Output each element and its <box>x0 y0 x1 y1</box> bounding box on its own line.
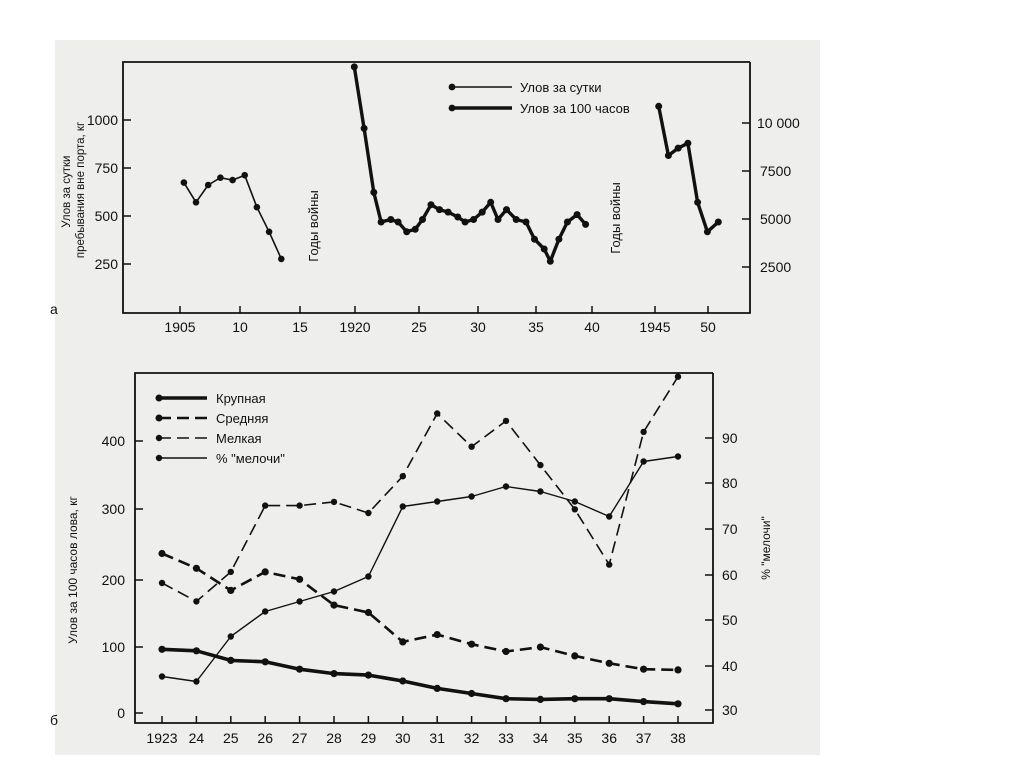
chart-a-x-ticks <box>180 306 708 313</box>
chart-a-left-ticks <box>123 120 131 264</box>
chart-b-xtick-38: 38 <box>670 730 686 746</box>
chart-a-point-1-6 <box>403 228 410 235</box>
chart-b-ytick-right-90: 90 <box>722 430 738 446</box>
chart-b-point-1-2 <box>227 587 234 594</box>
chart-b-point-0-2 <box>227 657 234 664</box>
chart-b-point-1-7 <box>399 638 406 645</box>
chart-a-point-1-4 <box>387 216 394 223</box>
chart-b-legend-label-percent: % "мелочи" <box>216 451 285 466</box>
chart-b-point-3-3 <box>262 608 268 614</box>
chart-a-xtick-50: 50 <box>700 319 716 335</box>
chart-a-point-1-9 <box>428 201 435 208</box>
chart-b-point-2-12 <box>572 506 578 512</box>
chart-b-point-1-9 <box>468 641 475 648</box>
chart-b-point-1-15 <box>674 666 681 673</box>
chart-a-point-1-11 <box>445 209 452 216</box>
chart-a-ylabel-line1: Улов за сутки <box>61 155 73 228</box>
chart-a-point-1-20 <box>523 219 530 226</box>
chart-b-line-3 <box>162 457 678 682</box>
chart-b-panel-label: б <box>50 712 59 728</box>
chart-b-ytick-right-60: 60 <box>722 567 738 583</box>
chart-a-point-2-6 <box>715 219 722 226</box>
chart-b-xtick-34: 34 <box>532 730 549 746</box>
chart-b-point-2-2 <box>228 569 234 575</box>
chart-b-ylabel-left: Улов за 100 часов лова, кг <box>66 496 80 644</box>
chart-a-point-2-1 <box>665 152 672 159</box>
chart-a-point-1-10 <box>436 206 443 213</box>
chart-a-point-0-8 <box>278 256 285 263</box>
chart-a-legend-label-100h: Улов за 100 часов <box>520 101 630 116</box>
chart-b-legend-dot-small <box>156 435 162 441</box>
chart-b-point-2-0 <box>159 580 165 586</box>
chart-a-ytick-left-750: 750 <box>94 160 118 176</box>
chart-b-point-1-12 <box>571 652 578 659</box>
chart-b-ytick-left-100: 100 <box>101 639 125 655</box>
chart-a-point-1-26 <box>574 211 581 218</box>
chart-b-legend-dot-percent <box>156 455 162 461</box>
chart-b-point-2-8 <box>434 410 440 416</box>
chart-b-ytick-right-70: 70 <box>722 521 738 537</box>
chart-b-ytick-right-30: 30 <box>722 702 738 718</box>
chart-a-ytick-right-7500: 7500 <box>760 163 792 179</box>
chart-a-point-1-19 <box>513 216 520 223</box>
chart-b-point-2-11 <box>537 462 543 468</box>
chart-b-point-0-15 <box>674 700 681 707</box>
chart-b-legend-dot-medium <box>156 415 163 422</box>
chart-b-xtick-26: 26 <box>257 730 273 746</box>
chart-a-war-label-2: Годы войны <box>608 182 623 254</box>
chart-a-point-2-0 <box>655 103 662 110</box>
chart-b-xtick-30: 30 <box>395 730 411 746</box>
chart-b-point-0-8 <box>434 685 441 692</box>
chart-b-point-1-8 <box>434 631 441 638</box>
chart-b-point-3-7 <box>400 503 406 509</box>
chart-a-point-2-2 <box>675 145 682 152</box>
chart-b-x-labels <box>146 730 686 746</box>
chart-a-legend-label-daily: Улов за сутки <box>520 80 602 95</box>
chart-a-point-1-27 <box>582 221 589 228</box>
chart-b-point-3-12 <box>572 498 578 504</box>
chart-b-ytick-left-200: 200 <box>101 572 125 588</box>
chart-b-point-0-7 <box>399 677 406 684</box>
chart-b-xtick-25: 25 <box>223 730 239 746</box>
chart-b-ytick-right-50: 50 <box>722 612 738 628</box>
chart-b-ytick-right-40: 40 <box>722 658 738 674</box>
chart-a-ytick-right-5000: 5000 <box>760 211 792 227</box>
chart-b-xtick-1923: 1923 <box>146 730 178 746</box>
chart-a-xtick-1905: 1905 <box>164 319 196 335</box>
chart-b-point-2-5 <box>331 499 337 505</box>
chart-b-point-1-13 <box>606 660 613 667</box>
chart-b-xtick-29: 29 <box>360 730 377 746</box>
chart-b-point-3-14 <box>640 458 646 464</box>
chart-a-xtick-15: 15 <box>292 319 308 335</box>
chart-b-point-0-11 <box>537 696 544 703</box>
chart-a-panel-label: а <box>50 301 58 317</box>
chart-a-xtick-25: 25 <box>411 319 427 335</box>
chart-a-point-1-5 <box>395 219 402 226</box>
chart-b-point-0-13 <box>606 695 613 702</box>
chart-a-point-1-15 <box>479 209 486 216</box>
chart-a-point-0-3 <box>217 174 224 181</box>
chart-b-point-0-6 <box>365 672 372 679</box>
chart-a-legend <box>449 80 630 116</box>
chart-a-point-1-17 <box>495 216 502 223</box>
chart-b-point-3-6 <box>365 573 371 579</box>
chart-a-legend-dot-daily <box>449 84 456 91</box>
chart-a-point-1-8 <box>419 216 426 223</box>
chart-b-point-1-11 <box>537 644 544 651</box>
chart-b-xtick-35: 35 <box>567 730 583 746</box>
chart-a-point-1-14 <box>470 216 477 223</box>
chart-a-right-ticks <box>742 123 750 267</box>
chart-b-point-3-9 <box>468 493 474 499</box>
chart-b-xtick-27: 27 <box>291 730 308 746</box>
chart-a-point-1-23 <box>547 258 554 265</box>
chart-a-point-0-1 <box>193 199 200 206</box>
chart-a-point-1-18 <box>503 206 510 213</box>
chart-b-point-0-9 <box>468 690 475 697</box>
chart-a-point-1-3 <box>378 219 385 226</box>
chart-a-point-1-16 <box>487 199 494 206</box>
chart-b-point-3-0 <box>159 673 165 679</box>
chart-b-point-2-14 <box>640 429 646 435</box>
chart-b-point-3-2 <box>228 633 234 639</box>
chart-b-ytick-left-400: 400 <box>101 433 125 449</box>
chart-b-point-0-0 <box>158 646 165 653</box>
chart-a-xtick-1945: 1945 <box>639 319 671 335</box>
chart-b-point-3-10 <box>503 483 509 489</box>
chart-a-line-1 <box>354 67 585 261</box>
chart-b-point-1-0 <box>158 550 165 557</box>
chart-b-point-3-11 <box>537 488 543 494</box>
chart-a-point-1-24 <box>555 236 562 243</box>
chart-a-point-0-4 <box>229 177 236 184</box>
chart-b-xtick-33: 33 <box>498 730 514 746</box>
chart-b-point-1-14 <box>640 666 647 673</box>
chart-b-xtick-31: 31 <box>429 730 445 746</box>
chart-b-point-3-1 <box>193 678 199 684</box>
chart-a-point-0-6 <box>254 204 261 211</box>
chart-b-point-1-5 <box>330 602 337 609</box>
chart-a-ylabel-line2: пребывания вне порта, кг <box>75 121 87 259</box>
chart-b-ylabel-right: % "мелочи" <box>759 516 773 580</box>
chart-b-point-1-10 <box>502 648 509 655</box>
chart-b-legend-dot-large <box>156 395 163 402</box>
chart-b-point-1-1 <box>193 565 200 572</box>
chart-a-point-1-7 <box>412 226 419 233</box>
chart-b-right-ticks <box>705 438 713 710</box>
chart-b-xtick-36: 36 <box>601 730 617 746</box>
chart-a-xtick-40: 40 <box>584 319 600 335</box>
chart-a-point-1-2 <box>370 189 377 196</box>
chart-a-point-1-1 <box>361 125 368 132</box>
chart-b-point-2-15 <box>675 374 681 380</box>
chart-b-point-0-3 <box>262 658 269 665</box>
chart-b-point-3-15 <box>675 453 681 459</box>
chart-a-point-1-25 <box>564 219 571 226</box>
chart-b <box>50 373 773 746</box>
chart-b-line-0 <box>162 649 678 704</box>
chart-b-point-1-6 <box>365 609 372 616</box>
chart-b-line-1 <box>162 554 678 670</box>
chart-b-point-1-3 <box>262 568 269 575</box>
chart-a-point-0-7 <box>266 229 273 236</box>
chart-b-point-1-4 <box>296 576 303 583</box>
chart-b-legend <box>156 391 286 466</box>
chart-b-point-2-1 <box>193 598 199 604</box>
chart-b-point-2-6 <box>365 510 371 516</box>
chart-a-xtick-30: 30 <box>470 319 486 335</box>
chart-b-point-3-4 <box>296 598 302 604</box>
chart-b-point-2-7 <box>400 473 406 479</box>
chart-a-point-2-3 <box>684 140 691 147</box>
chart-b-left-ticks <box>135 441 143 713</box>
chart-b-point-2-9 <box>468 444 474 450</box>
chart-b-legend-label-small: Мелкая <box>216 431 262 446</box>
chart-b-point-2-3 <box>262 502 268 508</box>
chart-a-point-2-4 <box>694 199 701 206</box>
chart-b-point-0-5 <box>330 670 337 677</box>
chart-b-ytick-left-0: 0 <box>117 705 125 721</box>
chart-a-ytick-left-250: 250 <box>94 256 118 272</box>
chart-a-line-2 <box>659 106 719 232</box>
chart-b-point-0-12 <box>571 695 578 702</box>
chart-b-point-2-4 <box>296 502 302 508</box>
chart-a-point-0-5 <box>241 172 248 179</box>
chart-a-point-1-13 <box>462 219 469 226</box>
chart-a-ytick-right-2500: 2500 <box>760 259 792 275</box>
chart-b-legend-label-medium: Средняя <box>216 411 269 426</box>
chart-b-point-3-8 <box>434 498 440 504</box>
chart-b-xtick-28: 28 <box>326 730 342 746</box>
chart-a-ytick-right-10000: 10 000 <box>757 115 800 131</box>
chart-a-ylabel-left <box>61 122 87 258</box>
chart-a-war-label-1: Годы войны <box>306 190 321 262</box>
chart-a-legend-dot-100h <box>449 105 456 112</box>
chart-a <box>50 62 800 335</box>
chart-b-ytick-right-80: 80 <box>722 475 738 491</box>
chart-b-point-0-1 <box>193 647 200 654</box>
chart-a-point-0-0 <box>181 179 188 186</box>
chart-b-xtick-24: 24 <box>188 730 205 746</box>
chart-b-point-0-14 <box>640 698 647 705</box>
chart-b-point-2-13 <box>606 561 612 567</box>
chart-a-line-0 <box>184 175 281 259</box>
chart-a-ytick-left-500: 500 <box>94 208 118 224</box>
chart-a-point-1-22 <box>541 246 548 253</box>
chart-a-point-2-5 <box>704 228 711 235</box>
chart-a-point-1-12 <box>454 214 461 221</box>
chart-b-point-2-10 <box>503 418 509 424</box>
chart-a-series <box>181 63 722 264</box>
chart-b-xtick-32: 32 <box>463 730 480 746</box>
chart-b-point-3-5 <box>331 588 337 594</box>
chart-a-xtick-10: 10 <box>232 319 248 335</box>
chart-b-legend-label-large: Крупная <box>216 391 266 406</box>
chart-b-point-0-4 <box>296 666 303 673</box>
chart-a-xtick-35: 35 <box>528 319 544 335</box>
chart-a-frame <box>123 62 750 313</box>
chart-b-xtick-37: 37 <box>635 730 652 746</box>
chart-a-point-1-21 <box>531 236 538 243</box>
chart-b-x-ticks <box>162 716 678 723</box>
chart-a-ytick-left-1000: 1000 <box>86 112 118 128</box>
chart-b-point-3-13 <box>606 513 612 519</box>
chart-b-point-0-10 <box>502 695 509 702</box>
chart-a-point-1-0 <box>351 63 358 70</box>
chart-b-ytick-left-300: 300 <box>101 501 125 517</box>
chart-a-xtick-1920: 1920 <box>339 319 371 335</box>
chart-a-point-0-2 <box>205 182 212 189</box>
